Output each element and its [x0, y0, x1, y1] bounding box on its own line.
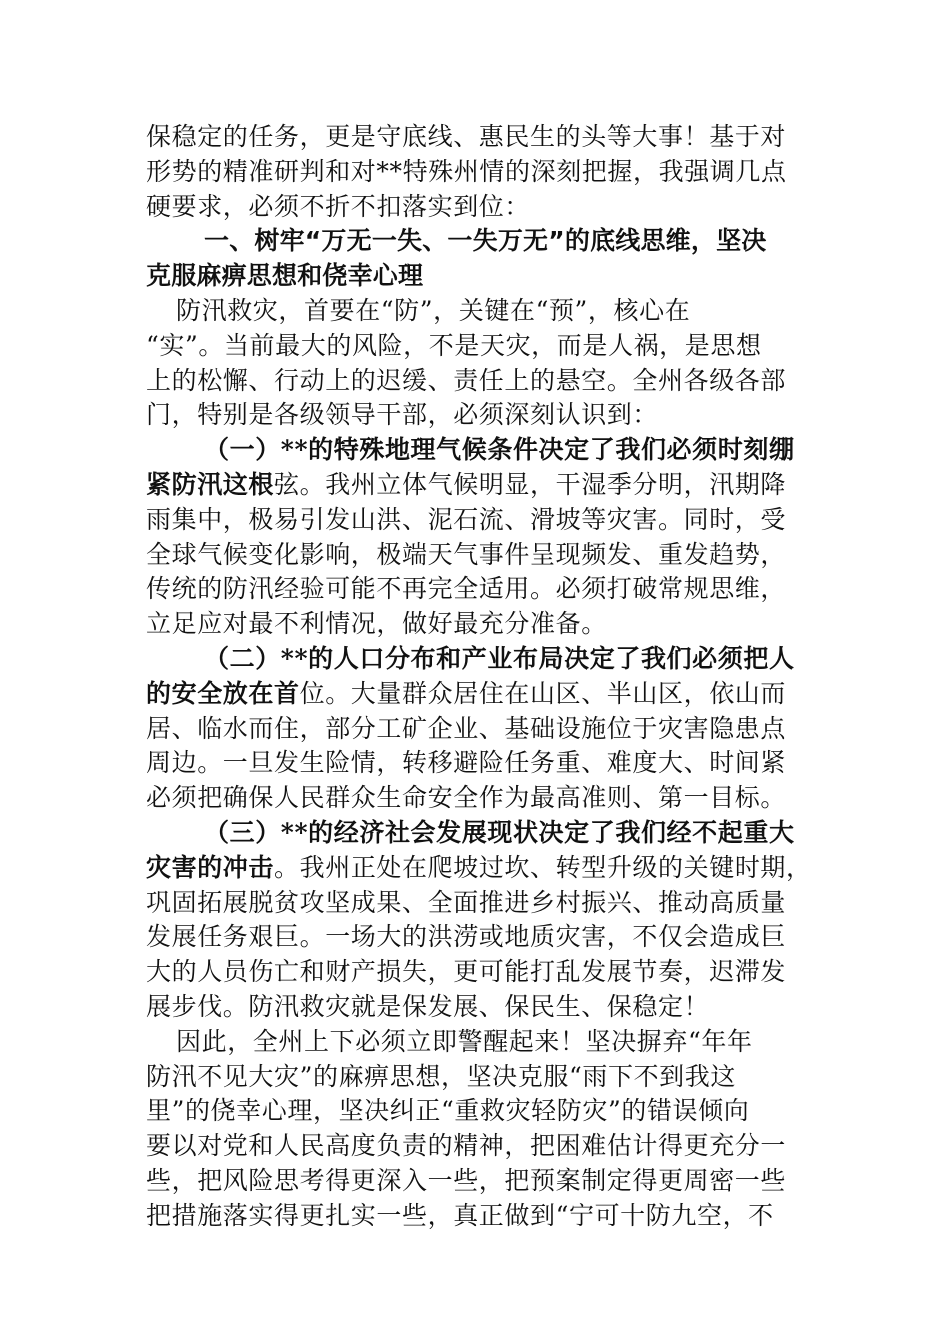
text-line: 防汛救灾，首要在“防”，关键在“预”，核心在 [176, 295, 691, 325]
section-heading-line: 克服麻痹思想和侥幸心理 [146, 261, 424, 291]
text-line: 雨集中，极易引发山洪、泥石流、滑坡等灾害。同时，受 [146, 504, 787, 534]
text-line: 防汛不见大灾”的麻痹思想，坚决克服“雨下不到我这 [146, 1061, 736, 1091]
body-text: 位。大量群众居住在山区、半山区，依山而 [299, 678, 787, 708]
text-line: 周边。一旦发生险情，转移避险任务重、难度大、时间紧 [146, 748, 787, 778]
bold-lead-text: 灾害的冲击 [146, 852, 275, 882]
text-line: 立足应对最不利情况，做好最充分准备。 [146, 609, 607, 639]
body-text: 。我州正处在爬坡过坎、转型升级的关键时期， [274, 852, 812, 882]
text-line: 传统的防汛经验可能不再完全适用。必须打破常规思维， [146, 574, 787, 604]
text-line: 些，把风险思考得更深入一些，把预案制定得更周密一些 [146, 1165, 787, 1195]
text-line: 保稳定的任务，更是守底线、惠民生的头等大事！基于对 [146, 122, 787, 151]
bold-lead-text: 紧防汛这根 [146, 469, 275, 499]
text-line: 必须把确保人民群众生命安全作为最高准则、第一目标。 [146, 783, 787, 813]
section-heading-line: 一、树牢“万无一失、一失万无”的底线思维，坚决 [204, 226, 767, 256]
text-line: 巩固拓展脱贫攻坚成果、全面推进乡村振兴、推动高质量 [146, 887, 787, 917]
text-line [146, 468, 810, 503]
text-line: 大的人员伤亡和财产损失，更可能打乱发展节奏，迟滞发 [146, 957, 787, 987]
document-body [146, 120, 810, 1234]
text-line [146, 851, 810, 886]
subheading-line: （三）**的经济社会发展现状决定了我们经不起重大 [204, 817, 795, 847]
text-line: 因此，全州上下必须立即警醒起来！坚决摒弃“年年 [176, 1026, 753, 1056]
text-line: 形势的精准研判和对**特殊州情的深刻把握，我强调几点 [146, 156, 787, 186]
text-line: 展步伐。防汛救灾就是保发展、保民生、保稳定！ [146, 991, 710, 1021]
text-line: 上的松懈、行动上的迟缓、责任上的悬空。全州各级各部 [146, 365, 787, 395]
bold-lead-text: 的安全放在首 [146, 678, 300, 708]
text-line: 发展任务艰巨。一场大的洪涝或地质灾害，不仅会造成巨 [146, 922, 787, 952]
subheading-line: （二）**的人口分布和产业布局决定了我们必须把人 [204, 643, 795, 673]
text-line: 门，特别是各级领导干部，必须深刻认识到： [146, 400, 659, 430]
text-line: 居、临水而住，部分工矿企业、基础设施位于灾害隐患点 [146, 713, 787, 743]
text-line: 里”的侥幸心理，坚决纠正“重救灾轻防灾”的错误倾向 [146, 1096, 750, 1126]
text-line: 把措施落实得更扎实一些，真正做到“宁可十防九空，不 [146, 1200, 774, 1230]
text-line: 要以对党和人民高度负责的精神，把困难估计得更充分一 [146, 1131, 787, 1161]
subheading-line: （一）**的特殊地理气候条件决定了我们必须时刻绷 [204, 435, 795, 465]
body-text: 弦。我州立体气候明显，干湿季分明，汛期降 [274, 469, 787, 499]
text-line [146, 677, 810, 712]
text-line: 全球气候变化影响，极端天气事件呈现频发、重发趋势， [146, 539, 787, 569]
text-line: 硬要求，必须不折不扣落实到位： [146, 191, 531, 221]
text-line: “实”。当前最大的风险，不是天灾，而是人祸，是思想 [146, 330, 762, 360]
